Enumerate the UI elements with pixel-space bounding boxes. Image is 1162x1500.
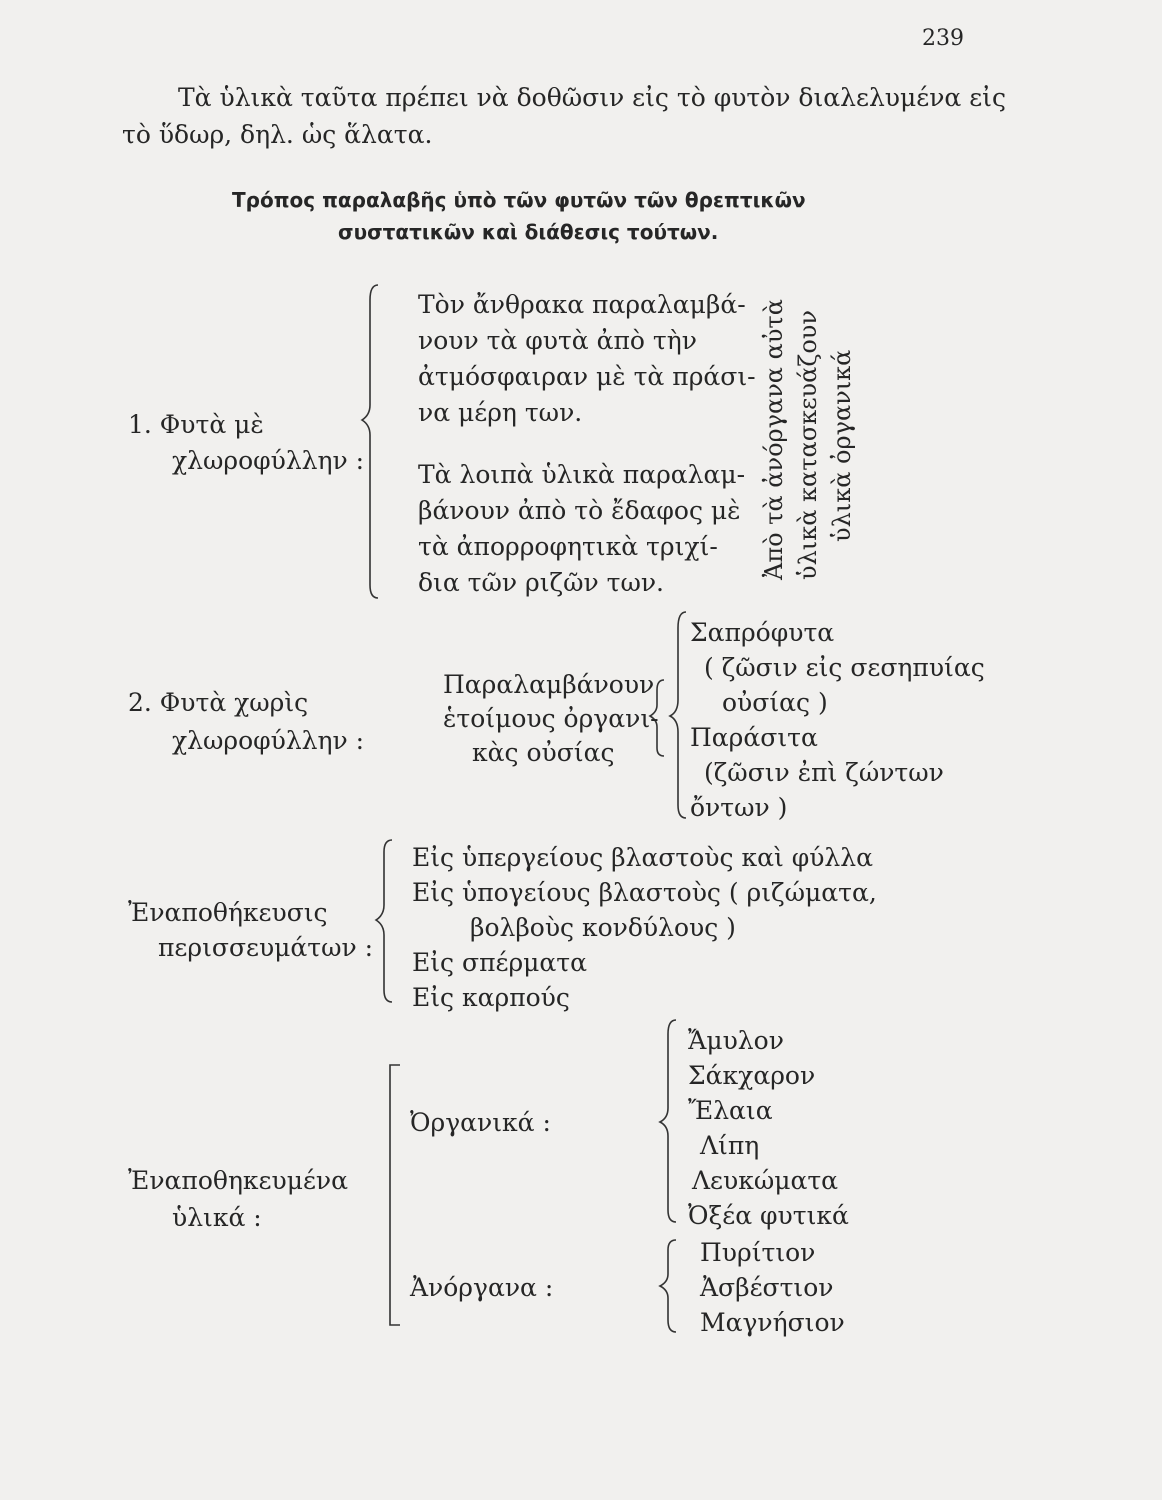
section2-right-line: ( ζῶσιν εἰς σεσηπυίας	[704, 653, 985, 682]
heading-line-1: Τρόπος παραλαβῆς ὑπὸ τῶν φυτῶν τῶν θρεπτικῶν	[232, 188, 806, 212]
section3-label-line-1: Ἐναποθήκευσις	[128, 898, 328, 927]
brace-section4-organic	[660, 1020, 676, 1222]
heading-line-2: συστατικῶν καὶ διάθεσις τούτων.	[338, 220, 719, 244]
section2-middle-line: κὰς οὐσίας	[472, 738, 615, 767]
section4-item: Λευκώματα	[692, 1166, 839, 1195]
brace-section1	[362, 285, 378, 598]
section2-middle-line: Παραλαμβάνουν	[443, 670, 655, 699]
brace-section4-inorganic	[660, 1240, 676, 1332]
section2-right-line: Σαπρόφυτα	[690, 618, 835, 647]
section2-label-line-2: χλωροφύλλην :	[172, 726, 365, 755]
section3-label-line-2: περισσευμάτων :	[158, 933, 374, 962]
section3-item: Εἰς σπέρματα	[412, 948, 587, 977]
brace-section3	[376, 840, 392, 1002]
section1-carbon-line: ἀτμόσφαιραν μὲ τὰ πράσι-	[418, 362, 756, 391]
section4-item: Ἄμυλον	[688, 1026, 784, 1055]
section1-rest-line: τὰ ἀπορροφητικὰ τριχί-	[418, 532, 718, 561]
section2-right-line: (ζῶσιν ἐπὶ ζώντων	[704, 758, 944, 787]
section4-item: Πυρίτιον	[700, 1238, 816, 1267]
section4-organic-label: Ὀργανικά :	[410, 1108, 551, 1137]
section4-item: Ἀσβέστιον	[700, 1273, 834, 1302]
section1-vertical-line-3: ὑλικὰ ὀργανικά	[828, 349, 856, 542]
section1-rest-line: Τὰ λοιπὰ ὑλικὰ παραλαμ-	[418, 460, 746, 489]
brace-section4	[390, 1065, 400, 1325]
section1-label-line-2: χλωροφύλλην :	[172, 446, 365, 475]
section4-inorganic-label: Ἀνόργανα :	[410, 1273, 554, 1302]
section4-label-line-1: Ἐναποθηκευμένα	[128, 1166, 348, 1195]
section4-label-line-2: ὑλικά :	[172, 1203, 262, 1232]
section3-item: Εἰς ὑπεργείους βλαστοὺς καὶ φύλλα	[412, 843, 873, 872]
section1-carbon-line: Τὸν ἄνθρακα παραλαμβά-	[418, 290, 746, 319]
intro-line-1: Τὰ ὑλικὰ ταῦτα πρέπει νὰ δοθῶσιν εἰς τὸ φυτὸν διαλελυμένα εἰς	[178, 83, 1006, 112]
section3-item: Εἰς καρπούς	[412, 983, 570, 1012]
section1-vertical-line-2: ὑλικὰ κατασκευάζουν	[794, 310, 822, 580]
section2-right-line: οὐσίας )	[722, 688, 828, 717]
section1-vertical-line-1: Ἀπὸ τὰ ἀνόργανα αὐτὰ	[760, 299, 788, 580]
section2-right-line: ὄντων )	[690, 793, 788, 822]
section1-label-line-1: 1. Φυτὰ μὲ	[128, 410, 264, 439]
section1-rest-line: δια τῶν ριζῶν των.	[418, 568, 664, 597]
section1-carbon-line: να μέρη των.	[418, 398, 583, 427]
section4-item: Μαγνήσιον	[700, 1308, 845, 1337]
section4-item: Ἔλαια	[688, 1096, 773, 1125]
section2-label-line-1: 2. Φυτὰ χωρὶς	[128, 688, 309, 717]
section4-item: Σάκχαρον	[688, 1061, 816, 1090]
brace-section2-right	[670, 612, 686, 818]
section3-item: βολβοὺς κονδύλους )	[470, 913, 736, 942]
section3-item: Εἰς ὑπογείους βλαστοὺς ( ριζώματα,	[412, 878, 877, 907]
section4-item: Λίπη	[700, 1131, 760, 1160]
section1-carbon-line: νουν τὰ φυτὰ ἀπὸ τὴν	[418, 326, 697, 355]
section2-right-line: Παράσιτα	[690, 723, 818, 752]
page-number: 239	[922, 26, 964, 51]
section1-rest-line: βάνουν ἀπὸ τὸ ἔδαφος μὲ	[418, 496, 741, 525]
intro-line-2: τὸ ὕδωρ, δηλ. ὡς ἅλατα.	[122, 120, 433, 149]
section4-item: Ὀξέα φυτικά	[688, 1201, 849, 1230]
section2-middle-line: ἑτοίμους ὀργανι-	[443, 704, 659, 733]
